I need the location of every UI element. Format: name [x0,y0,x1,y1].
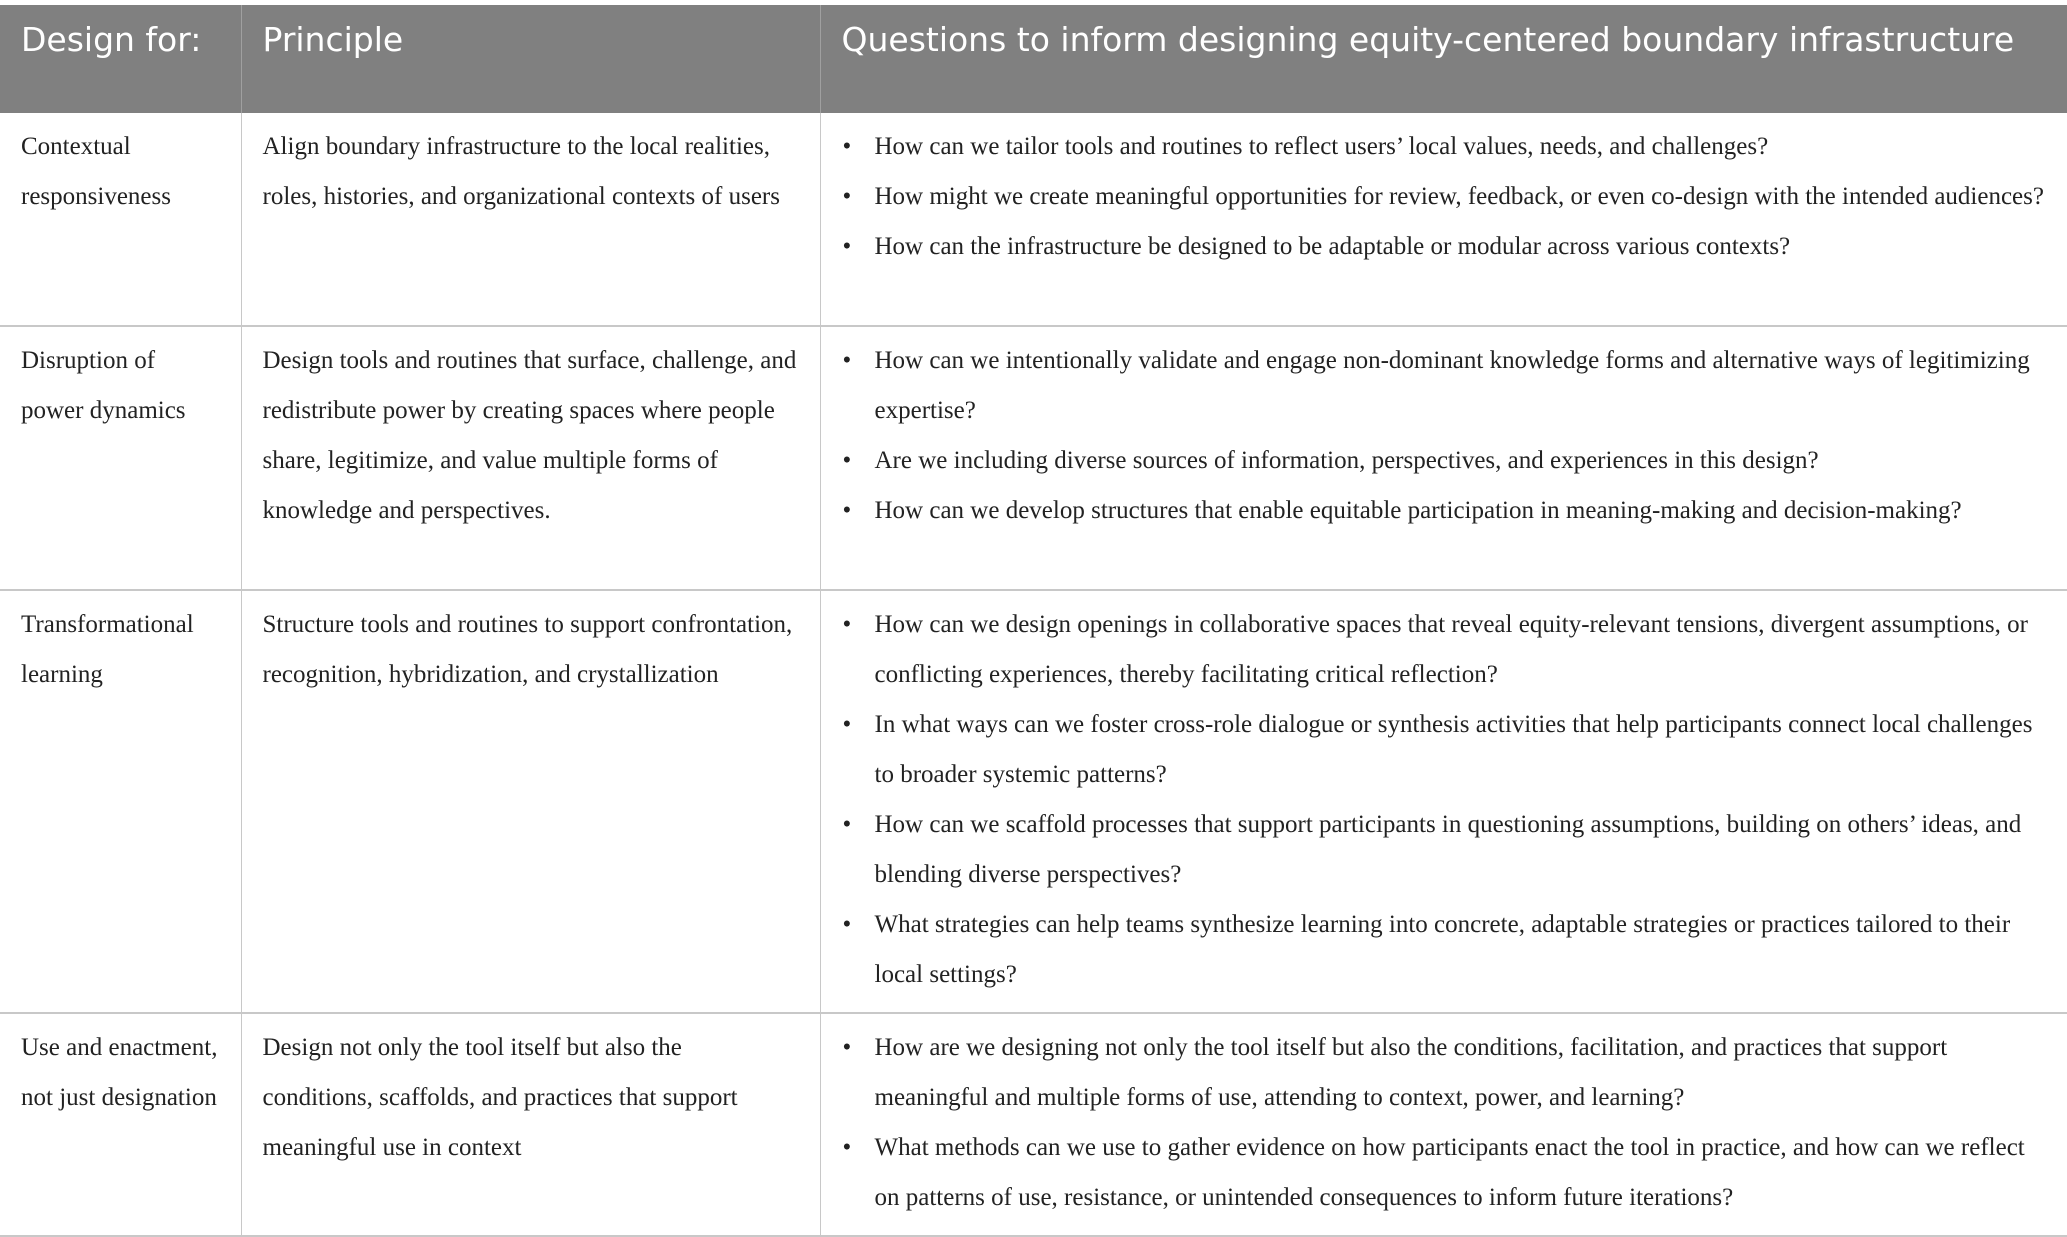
question-item: • How can the infrastructure be designed to be adaptable or modular across various contexts? [843,222,2054,272]
table-header-row [0,5,2067,113]
questions-list [843,600,2054,1000]
design-for-cell: Transformational learning [0,590,241,1013]
design-for-cell: Use and enactment, not just designation [0,1013,241,1236]
principle-cell: Align boundary infrastructure to the local realities, roles, histories, and organizational contexts of users [241,113,820,326]
questions-cell [820,326,2067,590]
design-for-cell: Disruption of power dynamics [0,326,241,590]
design-for-cell: Contextual responsiveness [0,113,241,326]
table-row [0,590,2067,1013]
question-item: • How can we design openings in collaborative spaces that reveal equity-relevant tensions, divergent assumptions, or conflicting experiences, thereby facilitating critical reflection? [843,600,2054,700]
principle-cell: Structure tools and routines to support confrontation, recognition, hybridization, and crystallization [241,590,820,1013]
question-item: • How can we develop structures that enable equitable participation in meaning-making and decision-making? [843,486,2054,536]
question-item: • How can we intentionally validate and engage non-dominant knowledge forms and alternative ways of legitimizing expertise? [843,336,2054,436]
questions-list [843,122,2054,272]
question-item: • What strategies can help teams synthesize learning into concrete, adaptable strategies or practices tailored to their local settings? [843,900,2054,1000]
header-principle: Principle [241,5,820,113]
table-row [0,113,2067,326]
principle-cell: Design not only the tool itself but also the conditions, scaffolds, and practices that support meaningful use in context [241,1013,820,1236]
table-row [0,1013,2067,1236]
questions-cell [820,1013,2067,1236]
questions-list [843,336,2054,536]
question-item: • In what ways can we foster cross-role dialogue or synthesis activities that help participants connect local challenges to broader systemic patterns? [843,700,2054,800]
question-item: • How can we tailor tools and routines to reflect users’ local values, needs, and challenges? [843,122,2054,172]
table-row [0,326,2067,590]
questions-cell [820,113,2067,326]
questions-list [843,1023,2054,1223]
question-item: • How are we designing not only the tool itself but also the conditions, facilitation, and practices that support meaningful and multiple forms of use, attending to context, power, and learning? [843,1023,2054,1123]
question-item: • How might we create meaningful opportunities for review, feedback, or even co-design with the intended audiences? [843,172,2054,222]
header-design-for: Design for: [0,5,241,113]
questions-cell [820,590,2067,1013]
question-item: • How can we scaffold processes that support participants in questioning assumptions, building on others’ ideas, and blending diverse perspectives? [843,800,2054,900]
equity-design-table [0,5,2067,1237]
header-questions: Questions to inform designing equity-centered boundary infrastructure [820,5,2067,113]
principle-cell: Design tools and routines that surface, challenge, and redistribute power by creating spaces where people share, legitimize, and value multiple forms of knowledge and perspectives. [241,326,820,590]
question-item: • What methods can we use to gather evidence on how participants enact the tool in practice, and how can we reflect on patterns of use, resistance, or unintended consequences to inform future iterations? [843,1123,2054,1223]
question-item: • Are we including diverse sources of information, perspectives, and experiences in this design? [843,436,2054,486]
